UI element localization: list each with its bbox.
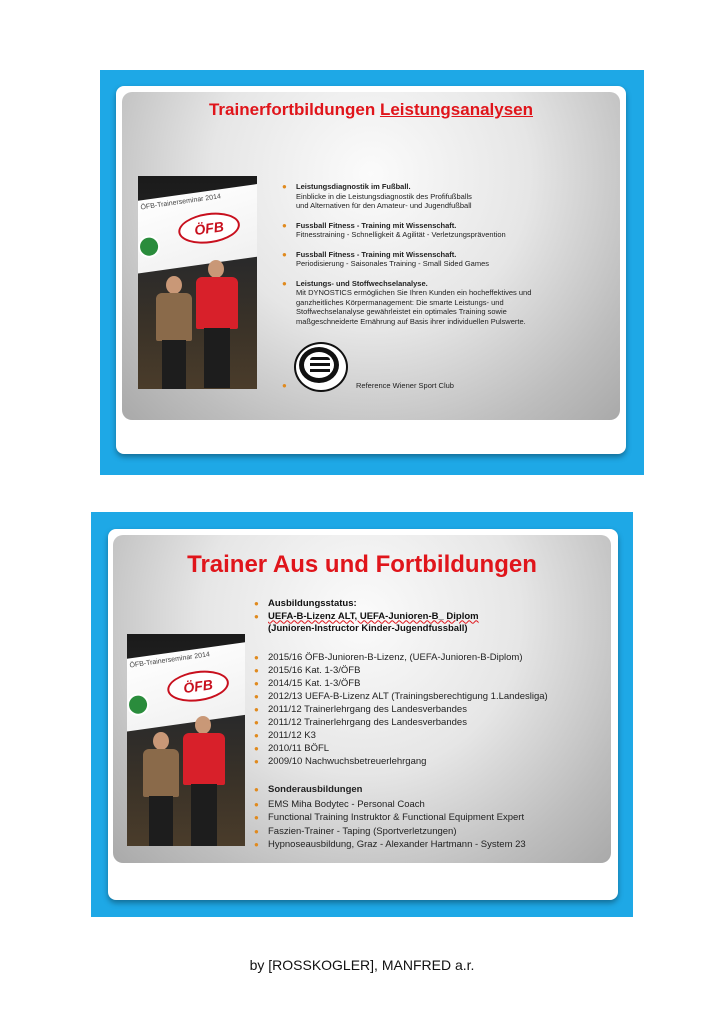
bullet-icon: ●: [282, 381, 287, 390]
oefb-logo: ÖFB: [176, 209, 242, 247]
list-item: ● Hypnoseausbildung, Graz - Alexander Hartmann - System 23: [254, 838, 526, 850]
slide-1-bullet-list: [282, 182, 602, 336]
seminar-banner: [127, 640, 245, 732]
list-item: ● Fussball Fitness - Training mit Wissenschaft. Periodisierung - Saisonales Training - Small Sided Games: [282, 249, 490, 268]
page-footer: by [ROSSKOGLER], MANFRED a.r.: [249, 957, 475, 973]
oefb-logo: ÖFB: [165, 667, 231, 705]
wiener-sport-club-logo: [294, 342, 348, 392]
list-item: ● Faszien-Trainer - Taping (Sportverletzungen): [254, 825, 457, 837]
list-item: ● EMS Miha Bodytec - Personal Coach: [254, 799, 425, 811]
seminar-photo: [138, 176, 257, 389]
dfb-logo-icon: [127, 692, 150, 717]
list-item: ● 2015/16 ÖFB-Junioren-B-Lizenz, (UEFA-Junioren-B-Diplom): [254, 652, 523, 663]
status-list: [254, 598, 604, 636]
list-item: ● 2010/11 BÖFL: [254, 743, 330, 754]
list-item: ● Leistungsdiagnostik im Fußball. Einblicke in die Leistungsdiagnostik des Profifußballs und Alternativen für den Amateur- und Jugendfußball: [282, 182, 472, 210]
list-item: ● 2015/16 Kat. 1-3/ÖFB: [254, 665, 361, 676]
list-item: ● Sonderausbildungen: [254, 784, 363, 795]
slide-1-title: [122, 100, 620, 120]
list-item: ● 2012/13 UEFA-B-Lizenz ALT (Trainingsberechtigung 1.Landesliga): [254, 691, 548, 702]
list-item: ● 2009/10 Nachwuchsbetreuerlehrgang: [254, 756, 427, 767]
slide-1-panel: [122, 92, 620, 420]
list-item: ● 2014/15 Kat. 1-3/ÖFB: [254, 678, 361, 689]
slide-1-title-part1: Trainerfortbildungen: [208, 100, 376, 119]
slide-2-card: [108, 529, 618, 900]
seminar-photo: [127, 634, 245, 846]
dfb-logo-icon: [138, 234, 161, 259]
list-item: ● 2011/12 Trainerlehrgang des Landesverbandes: [254, 704, 467, 715]
slide-1-frame: [100, 70, 644, 475]
slide-2-frame: [91, 512, 633, 917]
slide-1-title-part2: Leistungsanalysen: [379, 100, 534, 119]
history-list: [254, 651, 604, 768]
list-item: ● Functional Training Instruktor & Functional Equipment Expert: [254, 812, 525, 824]
reference-text: Reference Wiener Sport Club: [356, 381, 454, 390]
list-item: ● Fussball Fitness - Training mit Wissenschaft. Fitnesstraining - Schnelligkeit & Agilität - Verletzungsprävention: [282, 220, 506, 239]
list-item: ● UEFA-B-Lizenz ALT, UEFA-Junioren-B_ Diplom: [254, 610, 479, 622]
list-item: ● 2011/12 K3: [254, 730, 316, 741]
seminar-banner: [138, 182, 257, 274]
banner-text: ÖFB-Trainerseminar 2014: [129, 651, 211, 670]
list-item: ● Ausbildungsstatus:: [254, 598, 357, 609]
slide-2-title: Trainer Aus und Fortbildungen: [187, 551, 537, 578]
list-item: ● Leistungs- und Stoffwechselanalyse. Mit DYNOSTICS ermöglichen Sie Ihren Kunden ein hocheffektives und ganzheitliches Körpermanagement: Die smarte Leistungs- und Stoffwechselanalyse gewährleistet ein optimales Training sowie maßgeschneiderte Ernährung auf Basis ihrer individuellen Pulswerte.: [282, 278, 532, 326]
slide-1-card: [116, 86, 626, 454]
list-item: (Junioren-Instructor Kinder-Jugendfussball): [268, 623, 468, 634]
slide-2-panel: [113, 535, 611, 863]
special-training-list: [254, 783, 604, 851]
list-item: ● 2011/12 Trainerlehrgang des Landesverbandes: [254, 717, 467, 728]
banner-text: ÖFB-Trainerseminar 2014: [140, 193, 222, 212]
